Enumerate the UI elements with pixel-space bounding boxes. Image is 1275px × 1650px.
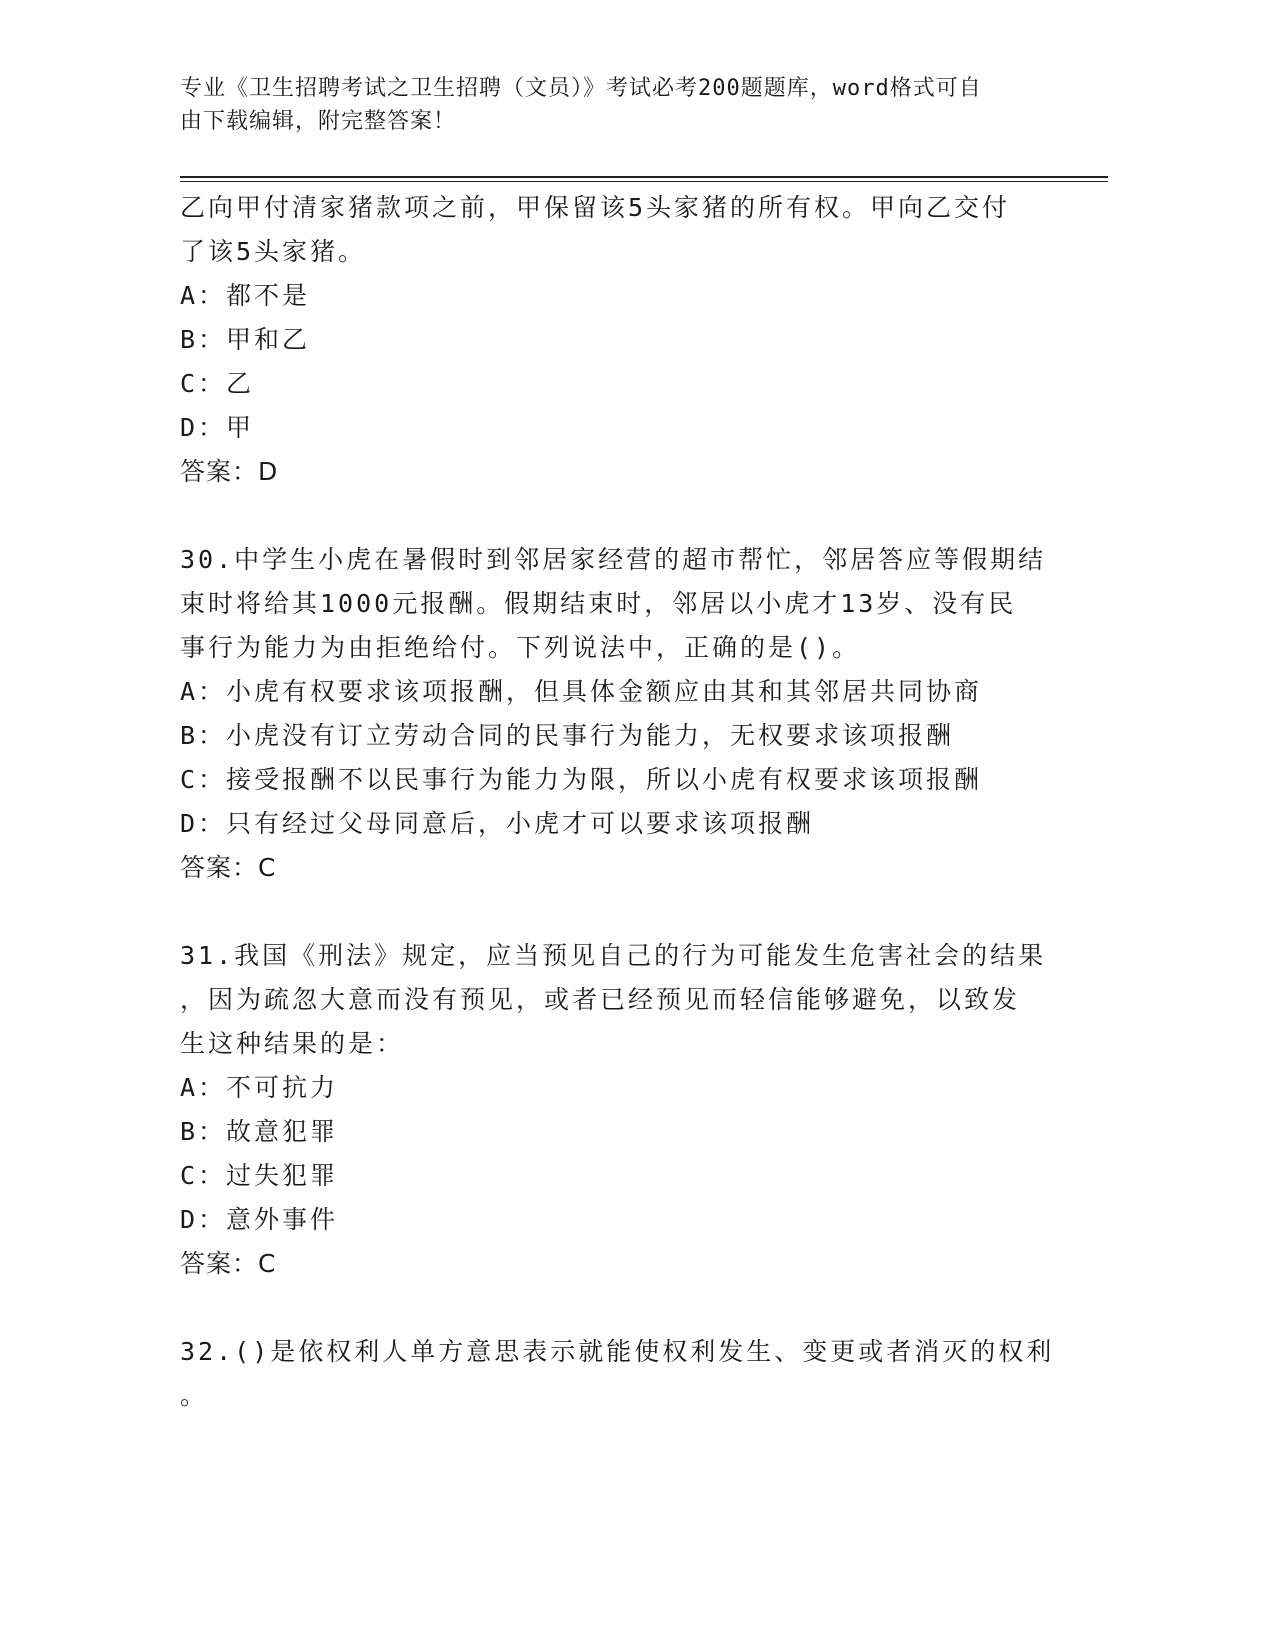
header-line-2: 由下载编辑，附完整答案！ [180, 109, 457, 134]
document-header [180, 72, 1080, 138]
option-a: A：不可抗力 [180, 1073, 339, 1102]
question-29 [180, 186, 1060, 494]
question-stem: 了该5头家猪。 [180, 237, 367, 266]
question-stem: 生这种结果的是： [180, 1029, 405, 1058]
option-a: A：都不是 [180, 281, 311, 310]
question-stem: 。 [180, 1381, 209, 1410]
answer-line: 答案：C [180, 1249, 277, 1278]
option-d: D：只有经过父母同意后，小虎才可以要求该项报酬 [180, 809, 815, 838]
header-divider-thick [180, 176, 1108, 178]
question-list [180, 186, 1060, 1418]
option-a: A：小虎有权要求该项报酬，但具体金额应由其和其邻居共同协商 [180, 677, 983, 706]
question-31 [180, 934, 1060, 1286]
option-d: D：甲 [180, 413, 255, 442]
answer-line: 答案：C [180, 853, 277, 882]
question-stem: ，因为疏忽大意而没有预见，或者已经预见而轻信能够避免，以致发 [180, 985, 1021, 1014]
option-b: B：故意犯罪 [180, 1117, 339, 1146]
question-stem: 31.我国《刑法》规定，应当预见自己的行为可能发生危害社会的结果 [180, 941, 1047, 970]
header-divider-thin [180, 181, 1108, 182]
option-b: B：小虎没有订立劳动合同的民事行为能力，无权要求该项报酬 [180, 721, 955, 750]
option-b: B：甲和乙 [180, 325, 311, 354]
header-line-1: 专业《卫生招聘考试之卫生招聘（文员）》考试必考200题题库，word格式可自 [180, 76, 982, 101]
question-stem: 事行为能力为由拒绝给付。下列说法中，正确的是()。 [180, 633, 861, 662]
question-stem: 乙向甲付清家猪款项之前，甲保留该5头家猪的所有权。甲向乙交付 [180, 193, 1011, 222]
option-c: C：乙 [180, 369, 255, 398]
question-stem: 30.中学生小虎在暑假时到邻居家经营的超市帮忙，邻居答应等假期结 [180, 545, 1047, 574]
question-stem: 32.()是依权利人单方意思表示就能使权利发生、变更或者消灭的权利 [180, 1337, 1055, 1366]
answer-line: 答案：D [180, 457, 279, 486]
question-30 [180, 538, 1060, 890]
question-32 [180, 1330, 1060, 1418]
option-d: D：意外事件 [180, 1205, 339, 1234]
question-stem: 束时将给其1000元报酬。假期结束时，邻居以小虎才13岁、没有民 [180, 589, 1017, 618]
option-c: C：接受报酬不以民事行为能力为限，所以小虎有权要求该项报酬 [180, 765, 983, 794]
option-c: C：过失犯罪 [180, 1161, 339, 1190]
